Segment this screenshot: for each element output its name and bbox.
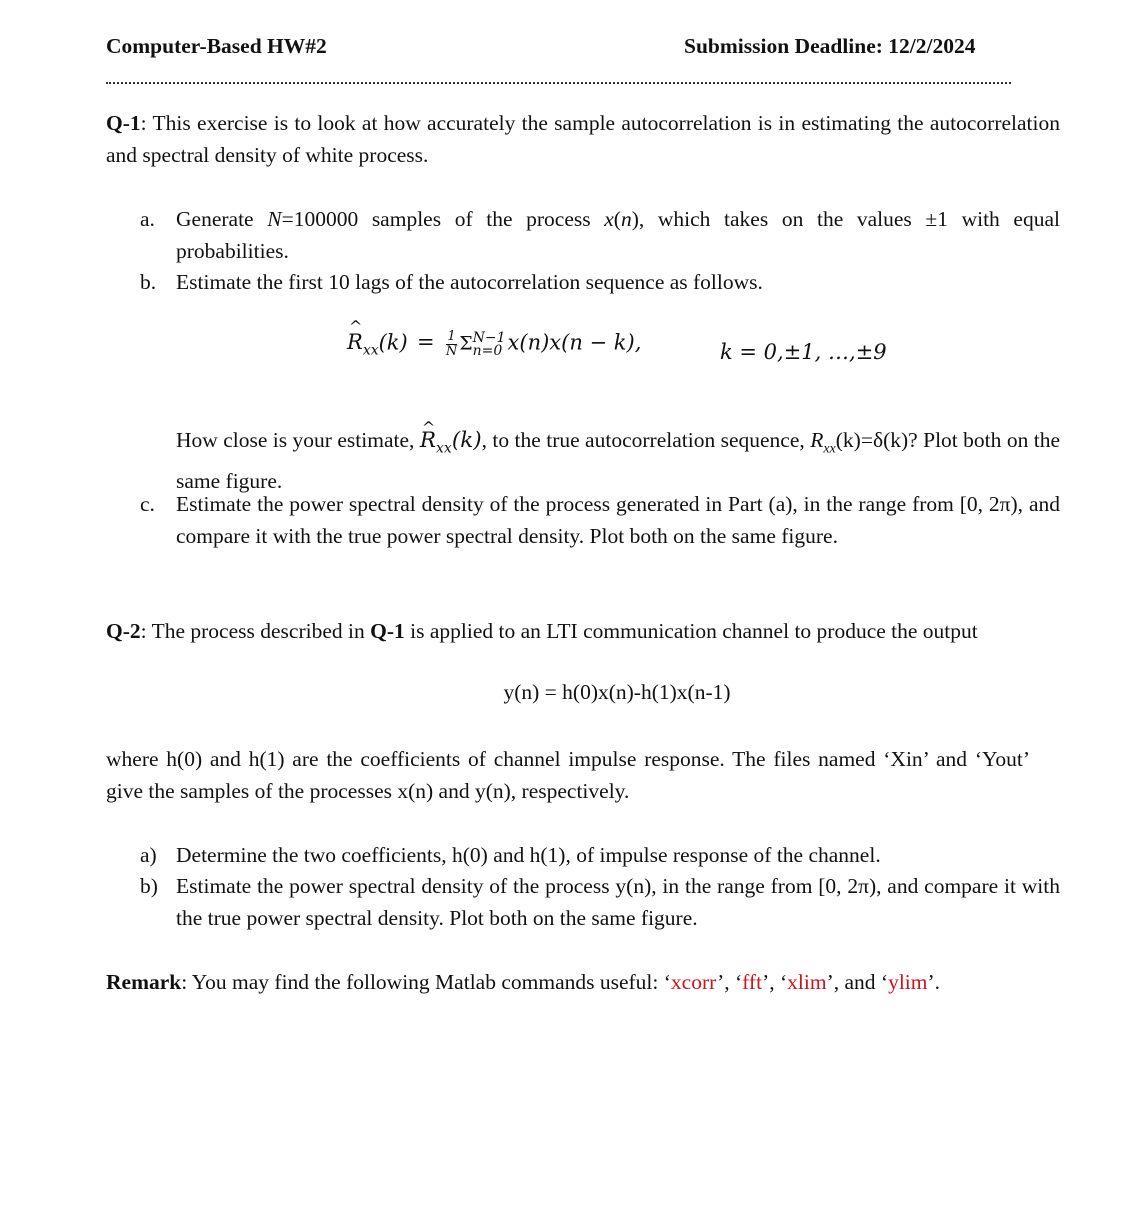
channel-equation: y(n) = h(0)x(n)-h(1)x(n-1) [503, 680, 731, 704]
formula-sum-limits: N−1 n=0 [472, 329, 506, 359]
remark: Remark: You may find the following Matlab commands useful: ‘xcorr’, ‘fft’, ‘xlim’, and ‘ylim’. [106, 970, 941, 994]
autocorrelation-formula: ^ $R_{xx}(k)$ = $\frac{1}{N}$ Σ N−1 n=0 x(n)x(n − k), [347, 330, 641, 359]
cmd-xlim: xlim [787, 970, 827, 994]
dotted-divider [106, 80, 1011, 84]
formula-body: x(n)x(n − k), [507, 330, 642, 355]
remark-label: Remark [106, 970, 182, 994]
homework-title: Computer-Based HW#2 [106, 34, 327, 58]
q1-b-text: Estimate the first 10 lags of the autocorrelation sequence as follows. [176, 270, 763, 294]
q1-c-marker: c. [140, 492, 155, 516]
lag-range: k = 0,±1, …,±9 [720, 340, 887, 364]
q2-a-text: Determine the two coefficients, h(0) and h(1), of impulse response of the channel. [176, 843, 881, 867]
q1-b-marker: b. [140, 270, 157, 294]
q1-a-marker: a. [140, 207, 155, 231]
q2-b-marker: b) [140, 874, 158, 898]
cmd-xcorr: xcorr [670, 970, 718, 994]
document-page: Computer-Based HW#2 Submission Deadline: 12/2/2024 Q-1: This exercise is to look at how accurately the sample autocorrelation is in estimating the autocorrelation and spectral density of white process. a. Generate N=100000 samples of the process x(n), which takes on the values ±1 with equal probabilities. b. Estimate the first 10 lags of the autocorrelation sequence as follows. ^ $R_{xx}(k)$ = $\frac{1}{N}$ Σ N−1 n=0 x(n)x(n − k), k = 0,±1, …,±9 How close is your estimate, ^ $R_{xx}(k)$, to the true autocorrelation sequence, $R_{xx}(k)=\delta(k)$? Plot both on the same figure. c. Estimate the power spectral density of the process generated in Part (a), in the range from [0, 2π), and compare it with the true power spectral density. Plot both on the same figure. Q-2: The process described in Q-1 is applied to an LTI communication channel to produce the output y(n) = h(0)x(n)-h(1)x(n-1) where h(0) and h(1) are the coefficients of channel impulse response. The files named ‘Xin’ and ‘Yout’ give the samples of the processes x(n) and y(n), respectively. a) Determine the two coefficients, h(0) and h(1), of impulse response of the channel. b) Estimate the power spectral density of the process y(n), in the range from [0, 2π), and compare it with the true power spectral density. Plot both on the same figure. Remark: You may find the following Matlab commands useful: ‘xcorr’, ‘fft’, ‘xlim’, and ‘ylim’. [0, 0, 1144, 1215]
q2-intro: Q-2: The process described in Q-1 is applied to an LTI communication channel to produce the output [106, 619, 978, 643]
submission-deadline: Submission Deadline: 12/2/2024 [684, 34, 976, 58]
q1-intro [106, 107, 1060, 171]
q2-a-marker: a) [140, 843, 157, 867]
cmd-fft: fft [742, 970, 763, 994]
formula-r-hat: ^ R [347, 330, 363, 354]
q1-a-text: Generate N=100000 samples of the process x(n), which takes on the values ±1 with equal probabilities. [176, 207, 1060, 263]
formula-fraction: $\frac{1}{N}$ [445, 329, 458, 359]
q1-label: Q-1 [106, 111, 141, 135]
cmd-ylim: ylim [888, 970, 928, 994]
q2-where: where h(0) and h(1) are the coefficients of channel impulse response. The files named ‘Xin’ and ‘Yout’ give the samples of the processes x(n) and y(n), respectively. [106, 747, 1030, 803]
q2-b-text: Estimate the power spectral density of the process y(n), in the range from [0, 2π), and compare it with the true power spectral density. Plot both on the same figure. [176, 874, 1060, 930]
q1-c-text: Estimate the power spectral density of the process generated in Part (a), in the range from [0, 2π), and compare it with the true power spectral density. Plot both on the same figure. [176, 492, 1060, 548]
q2-label: Q-2 [106, 619, 141, 643]
q1-intro-text: : This exercise is to look at how accurately the sample autocorrelation is in estimating the autocorrelation and spectral density of white process. [106, 111, 1060, 167]
